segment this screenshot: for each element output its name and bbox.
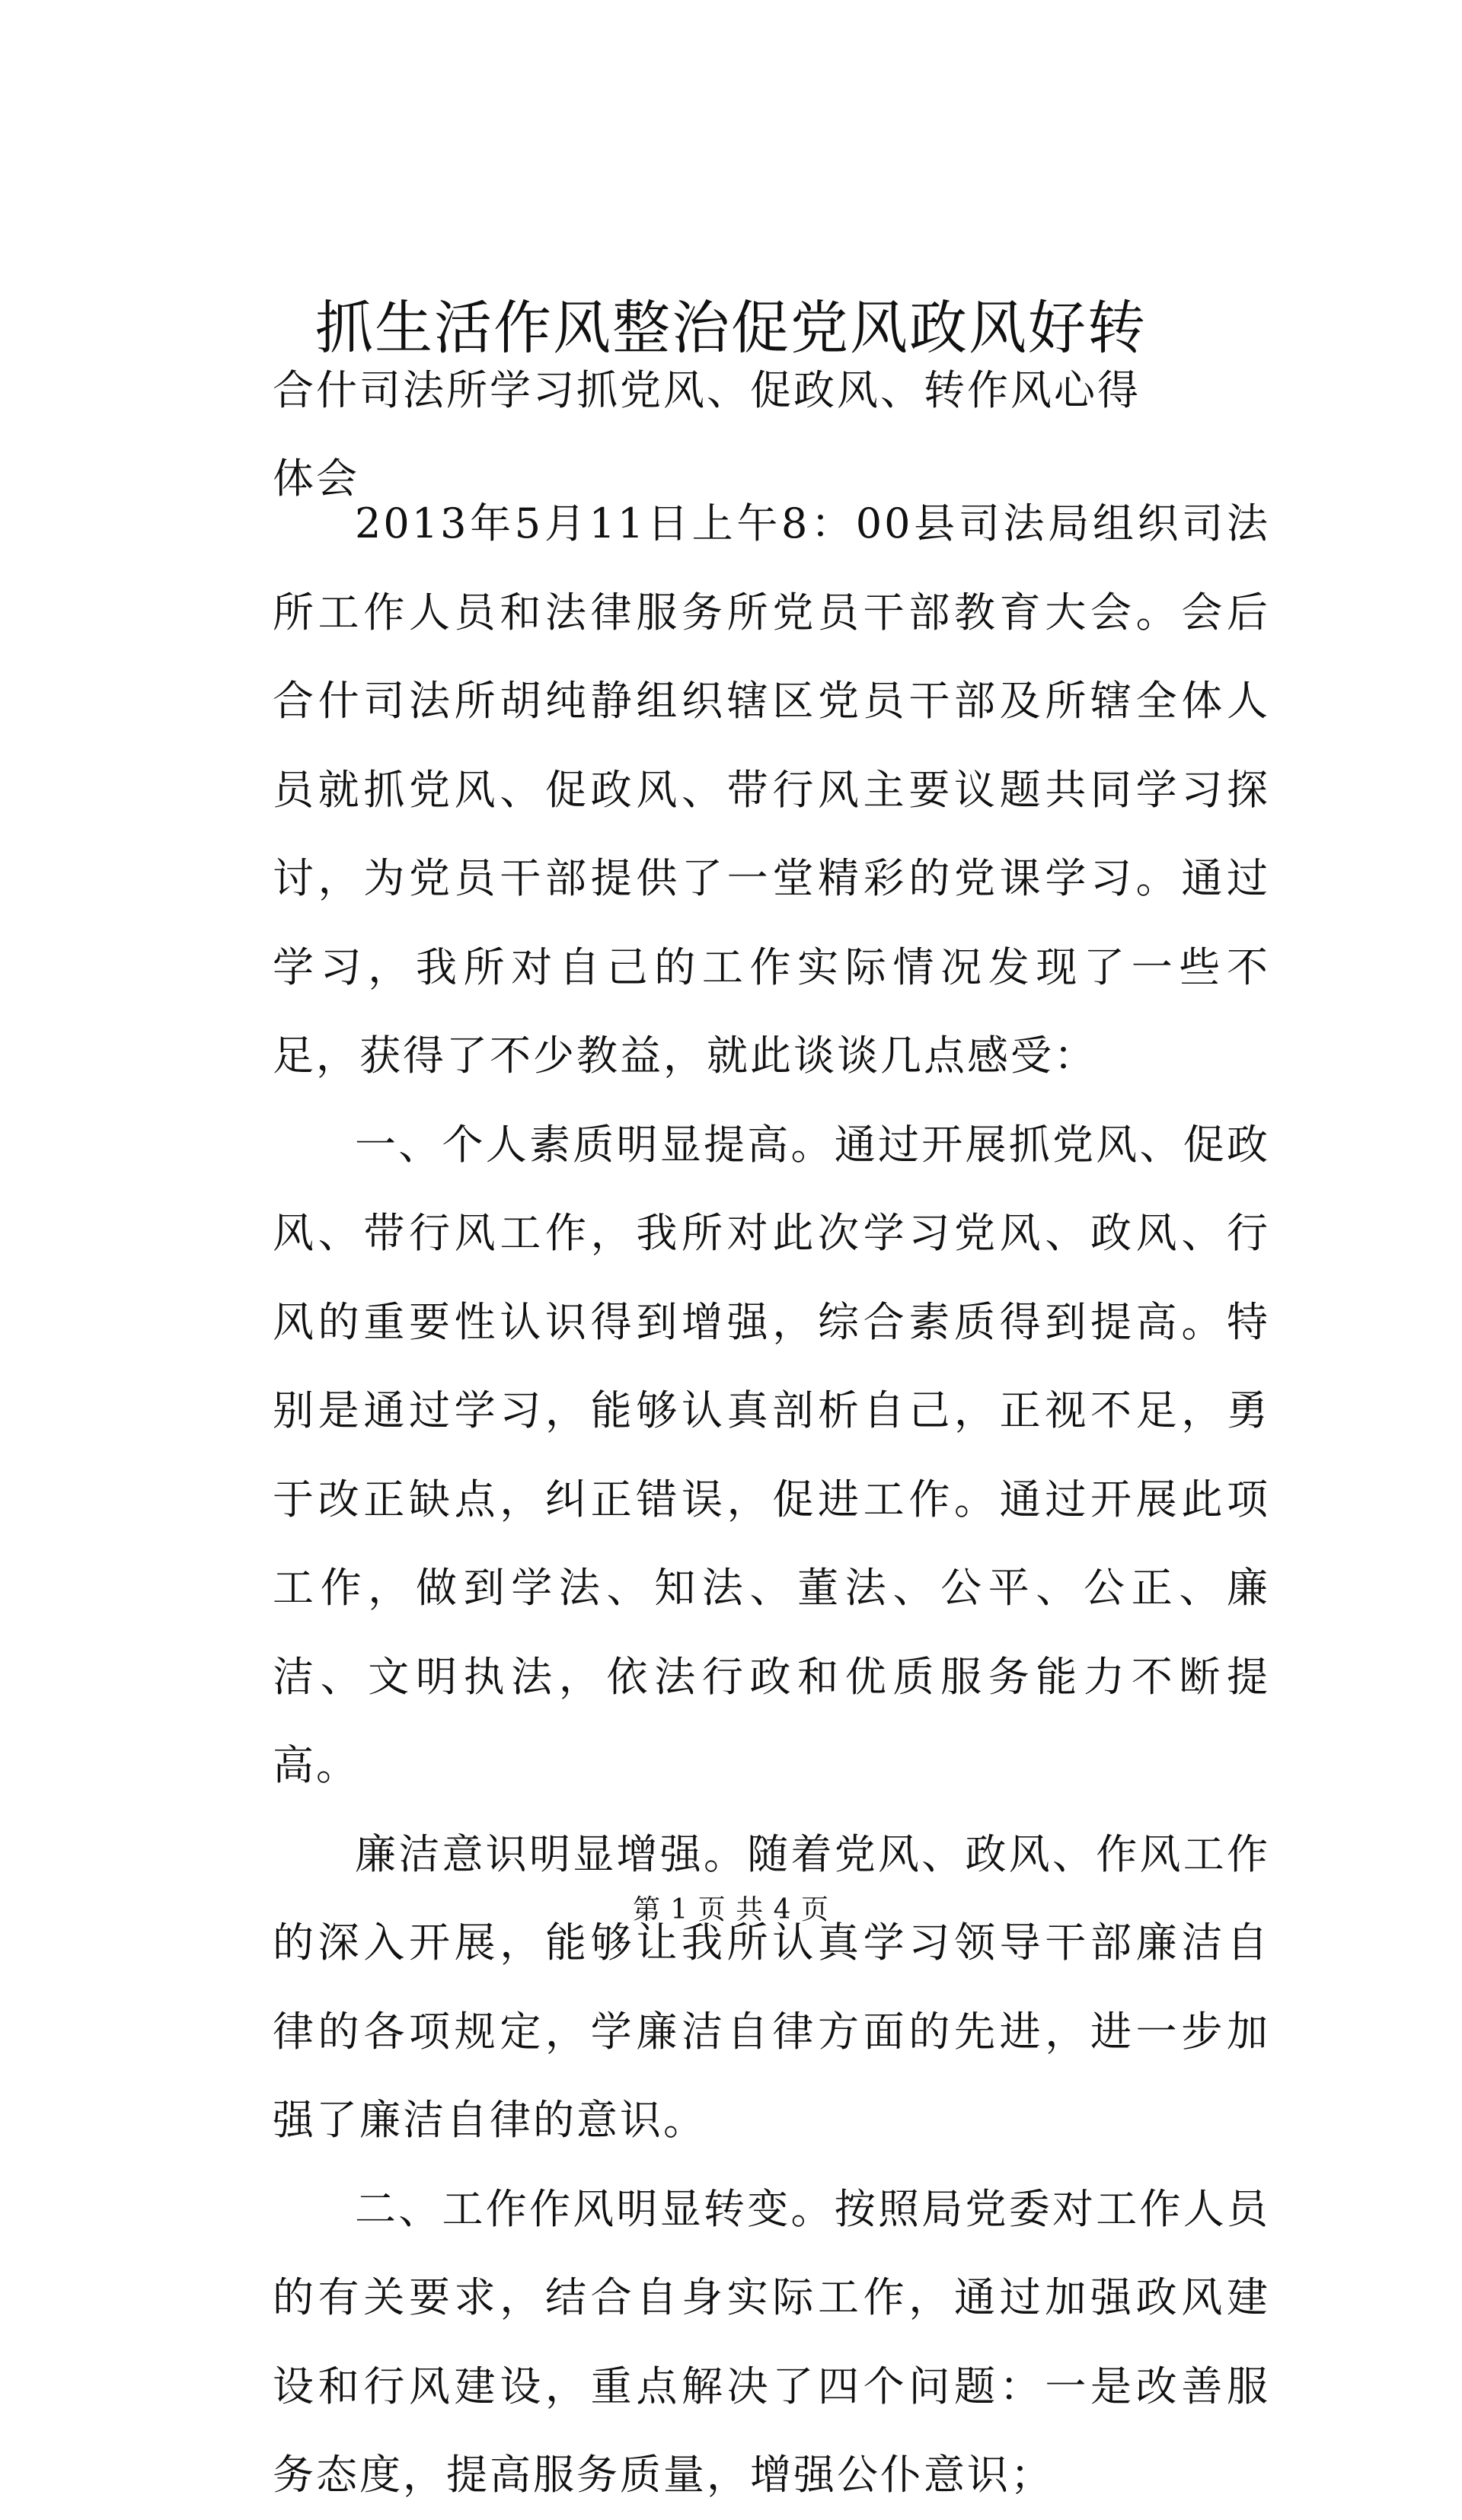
subtitle-line-2: 体会 (273, 455, 359, 502)
paragraph-intro: 2013年5月11日上午8：00县司法局组织司法所工作人员和法律服务所党员干部教育大会。会后合什司法所胡纯静组织辖区党员干部及所辖全体人员就抓党风、促政风、带行风主要议题共同学习探讨，为党员干部提供了一堂精彩的党课学习。通过学习，我所对自己的工作实际情况发现了一些不足，获得了不少教益，就此谈谈几点感受： (273, 499, 1270, 1080)
document-title: 抓生活作风整治促党风政风好转 (315, 293, 1147, 362)
subtitle-line-1: 合什司法所学习抓党风、促政风、转作风心得 (273, 366, 1141, 414)
paragraph-personal-quality: 一、个人素质明显提高。通过开展抓党风、促政风、带行风工作，我所对此次学习党风、政风、行风的重要性认识得到增强，综合素质得到提高。特别是通过学习，能够认真剖析自己，正视不足，勇于改正缺点，纠正错误，促进工作。通过开展此项工作，做到学法、知法、董法、公平、公正、廉洁、文明执法，依法行政和优质服务能力不断提高。 (273, 1120, 1270, 1789)
document-body (273, 480, 1270, 2520)
paragraph-integrity: 廉洁意识明显增强。随着党风、政风、作风工作的深入开展，能够让我所认真学习领导干部廉洁自律的各项规定，学廉洁自律方面的先进，进一步加强了廉洁自律的意识。 (273, 1829, 1270, 2144)
page-footer: 第 1 页 共 4 页 (632, 1894, 830, 1925)
paragraph-work-style: 二、工作作风明显转变。按照局党委对工作人员的有关要求，结合自身实际工作，通过加强政风建设和行风建设，重点解决了四个问题：一是改善服务态度，提高服务质量，增强公仆意识； (273, 2184, 1270, 2499)
